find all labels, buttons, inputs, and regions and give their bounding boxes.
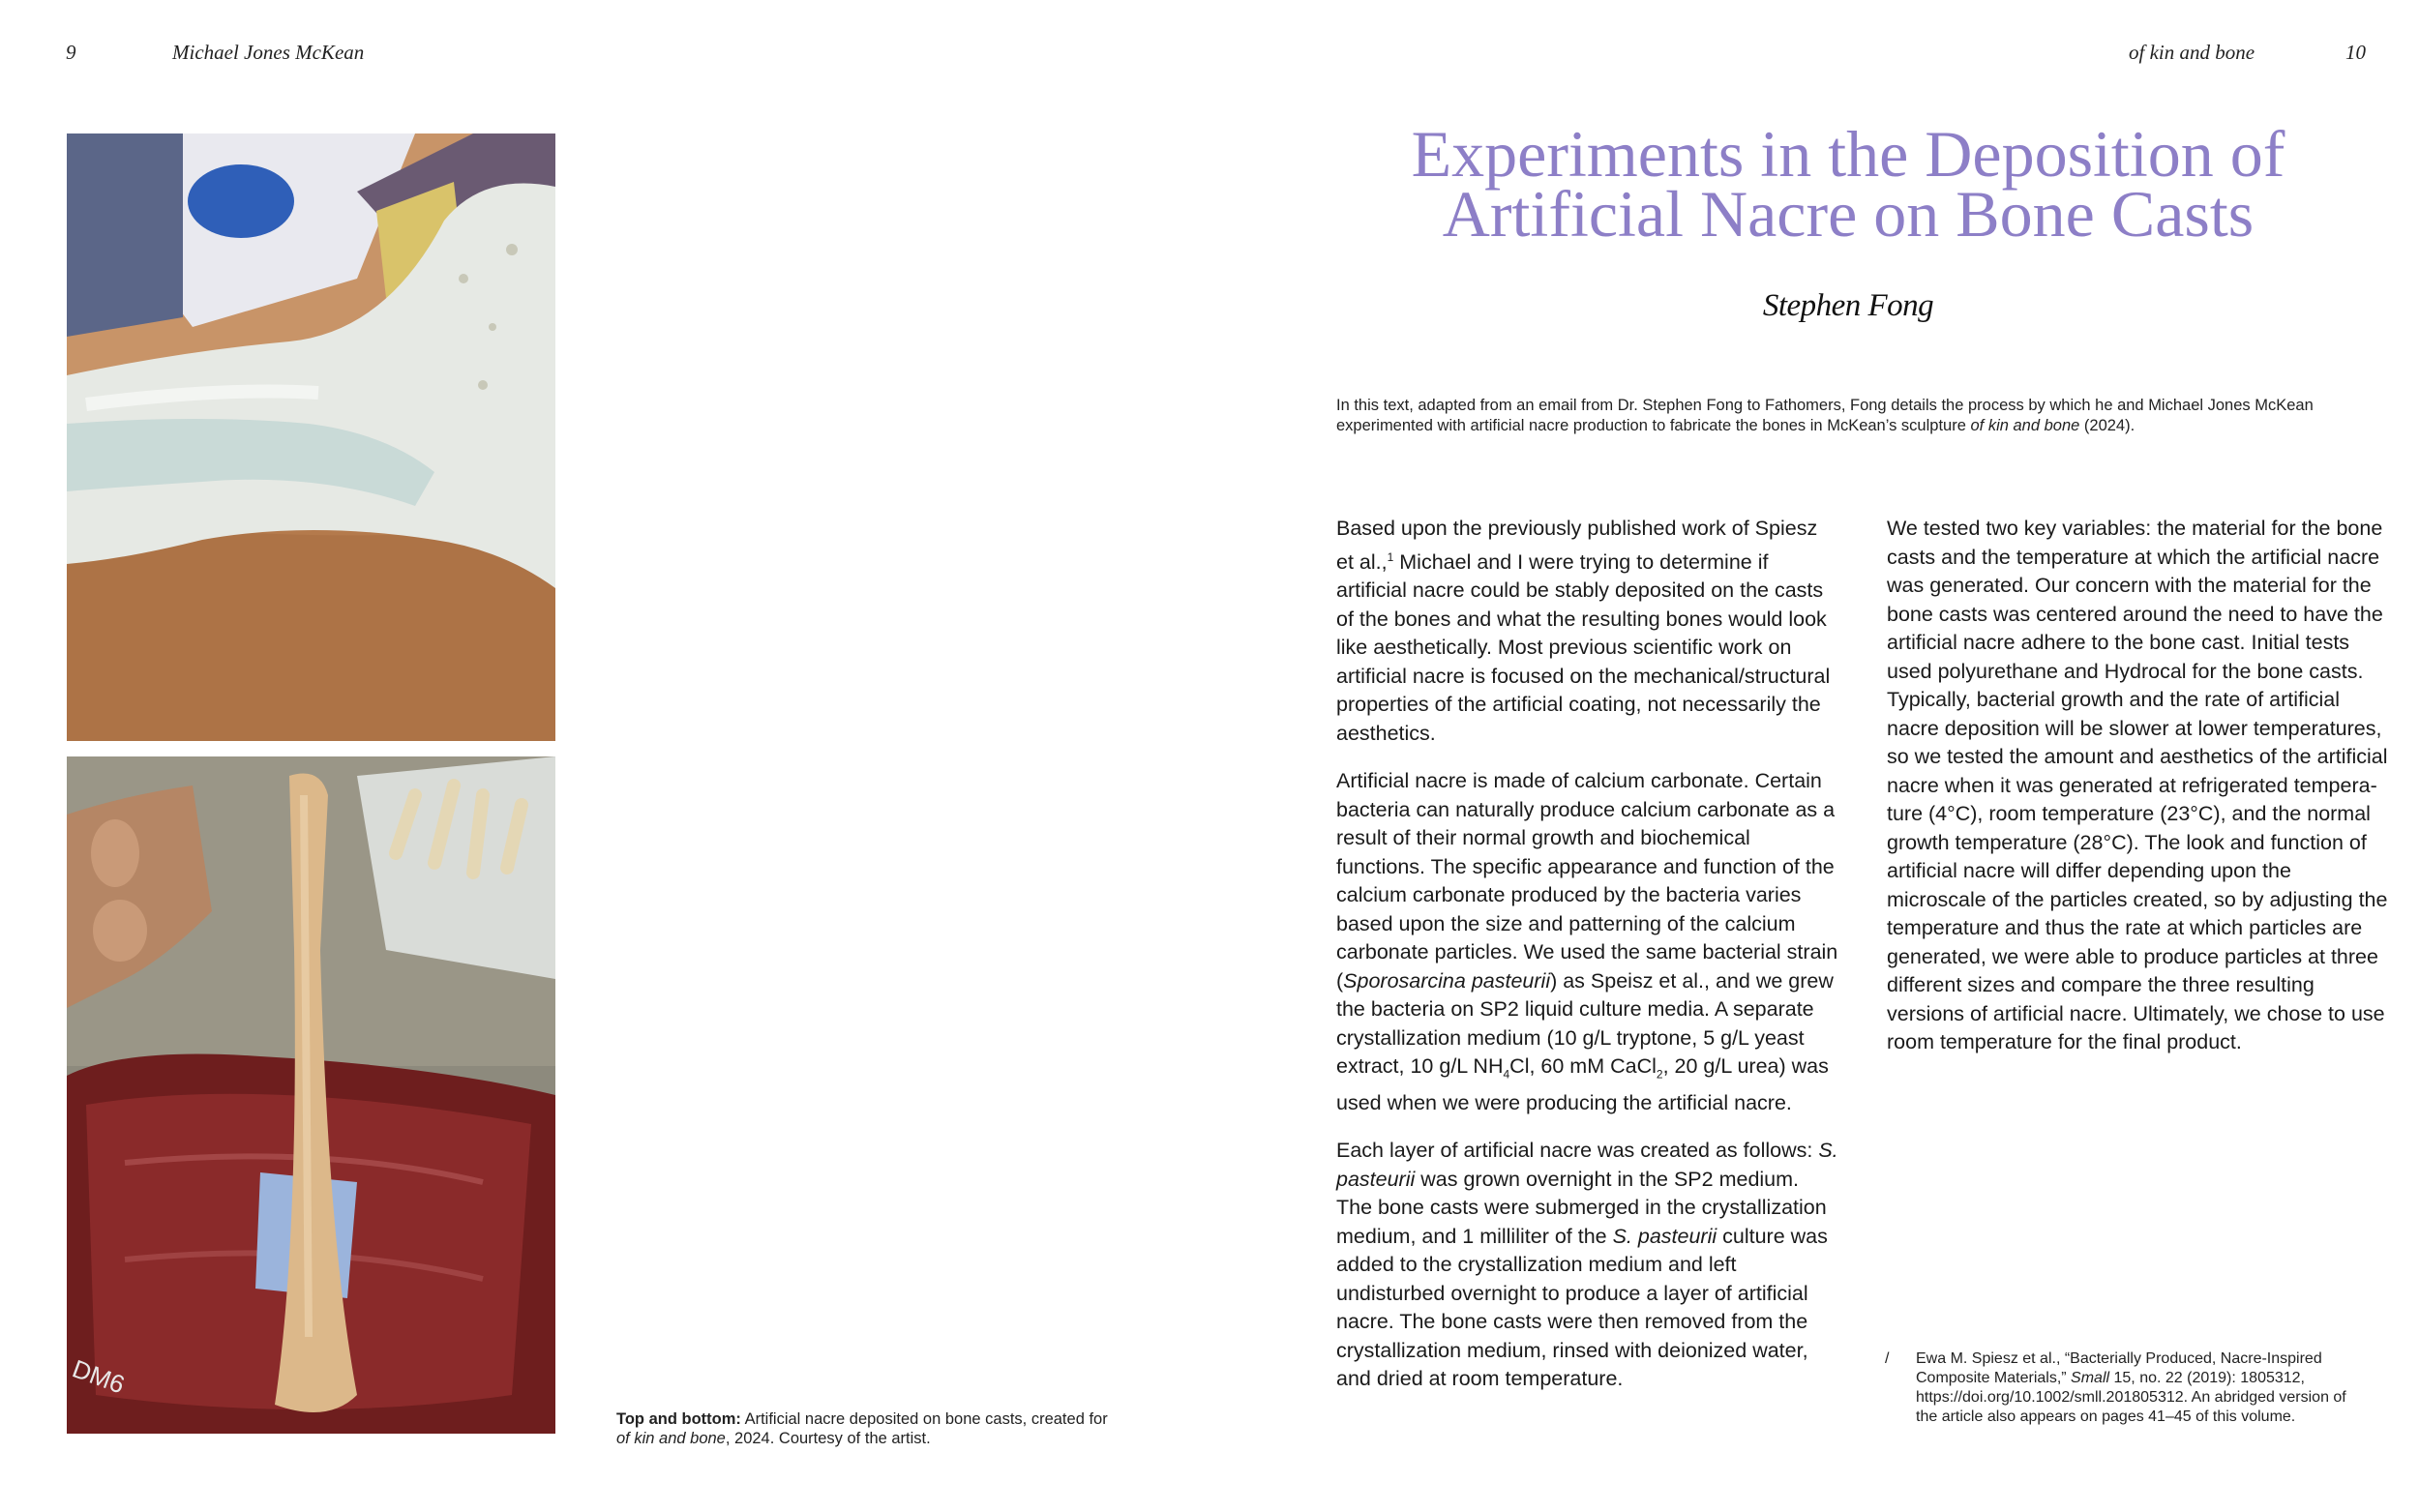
caption-work-prefix: of bbox=[616, 1430, 635, 1447]
caption-text-1: Artificial nacre deposited on bone casts, created for bbox=[740, 1410, 1108, 1428]
footnote-text bbox=[1916, 1349, 2349, 1427]
p1-text-b: Michael and I were trying to determine if artificial nacre could be stably deposited on the casts of the bones and what the resulting bones would look like aesthetically. Most previous scientific work on artificial nacre is focused on the mechanical/structural properties of the artificial coating, not necessarily the aesthetics. bbox=[1336, 549, 1831, 745]
article-title-line-1: Experiments in the Deposition of bbox=[1411, 117, 2285, 191]
photo-bottom bbox=[67, 756, 555, 1434]
article-author: Stephen Fong bbox=[1762, 288, 1934, 323]
p3-text-a: Each layer of artificial nacre was created as follows: bbox=[1336, 1139, 1819, 1163]
article-title bbox=[1287, 117, 2409, 251]
intro-text-2: (2024). bbox=[2079, 416, 2135, 434]
intro-text-1: In this text, adapted from an email from Dr. Stephen Fong to Fathomers, Fong details the process by which he and Michael Jones McKean experimented with artificial nacre production to fabricate the bones in McKean’s sculpture bbox=[1336, 397, 2314, 434]
right-page-number: 10 bbox=[2345, 41, 2366, 64]
caption-text-2: , 2024. Courtesy of the artist. bbox=[725, 1430, 931, 1447]
p2-text-a: Artificial nacre is made of calcium carbonate. Certain bacteria can naturally produce calcium carbonate as a result of their normal growth and biochemical functions. The specific appearance and function of the calcium carbonate produced by the bacteria varies based upon the size and patterning of the calcium carbonate particles. We used the same bacterial strain ( bbox=[1336, 769, 1838, 993]
paragraph-3 bbox=[1336, 1137, 1839, 1394]
p2-text-d: , 20 g/L urea) was used when we were producing the artificial nacre. bbox=[1336, 1054, 1829, 1114]
footnote-marker: / bbox=[1885, 1350, 1890, 1367]
caption-label: Top and bottom: bbox=[616, 1410, 741, 1428]
footnote-text-a: Ewa M. Spiesz et al., “Bacterially Produced, Nacre-Inspired Composite Materials,” bbox=[1916, 1350, 2322, 1386]
body-column-1 bbox=[1336, 515, 1839, 1413]
photo-top bbox=[67, 133, 555, 741]
p2-text-c: Cl, 60 mM CaCl bbox=[1509, 1054, 1657, 1079]
caption-work-title: kin and bone bbox=[634, 1430, 726, 1447]
left-running-author: Michael Jones McKean bbox=[172, 41, 365, 64]
article-title-line-2: Artificial Nacre on Bone Casts bbox=[1442, 177, 2255, 251]
right-running-title: of kin and bone bbox=[2129, 41, 2255, 64]
body-column-2 bbox=[1887, 515, 2390, 1077]
dish-marking-text: DM6 bbox=[68, 1353, 129, 1400]
p3-text-c: culture was added to the crystallization medium and left undisturbed overnight to produce a layer of artificial nacre. The bone casts were then removed from the crystallization medium, rinsed with deionized water, and dried at room temperature. bbox=[1336, 1224, 1828, 1391]
article-intro bbox=[1336, 396, 2343, 435]
footnote-ref-1[interactable]: 1 bbox=[1387, 549, 1394, 564]
photo-bottom-image bbox=[67, 756, 555, 1434]
photo-top-image bbox=[67, 133, 555, 741]
p2-subscript-1: 4 bbox=[1503, 1067, 1510, 1082]
paragraph-4: We tested two key variables: the material for the bone casts and the temperature at which the artificial nacre was generated. Our concern with the material for the bone casts was centered around the need to have the artificial nacre adhere to the bone cast. Initial tests used polyurethane and Hydrocal for the bone casts. Typically, bacterial growth and the rate of artificial nacre deposition will be slower at lower temperatures, so we tested the amount and aesthetics of the artificial nacre when it was generated at refrigerated temperature (4°C), room temperature (23°C), and the normal growth temperature (28°C). The look and function of artificial nacre will differ depending upon the microscale of the particles created, so by adjusting the temperature and thus the rate at which particles are generated, we were able to produce particles at three different sizes and compare the three resulting versions of artificial nacre. Ultimately, we chose to use room temperature for the final product. bbox=[1887, 517, 2388, 1053]
p1-text-a: Based upon the previously published work of Spiesz et al., bbox=[1336, 517, 1818, 574]
intro-work-title: of kin and bone bbox=[1970, 416, 2080, 434]
p2-species: Sporosarcina pasteurii bbox=[1343, 968, 1551, 993]
left-page-number: 9 bbox=[66, 41, 76, 64]
p2-text-b: ) as Speisz et al., and we grew the bacteria on SP2 liquid culture media. A separate crystallization medium (10 g/L tryptone, 5 g/L yeast extract, 10 g/L NH bbox=[1336, 968, 1834, 1079]
footnote-text-b: 15, no. 22 (2019): 1805312, https://doi.org/10.1002/smll.201805312. An abridged version of the article also appears on pages 41–45 of this volume. bbox=[1916, 1370, 2346, 1425]
p2-subscript-2: 2 bbox=[1656, 1067, 1663, 1082]
p3-species-1: S. pasteurii bbox=[1336, 1139, 1838, 1191]
p3-species-2: S. pasteurii bbox=[1612, 1224, 1717, 1248]
photo-caption bbox=[616, 1409, 1120, 1448]
paragraph-2 bbox=[1336, 767, 1839, 1117]
paragraph-1 bbox=[1336, 515, 1839, 748]
footnote bbox=[1885, 1349, 2349, 1427]
p3-text-b: was grown overnight in the SP2 medium. The bone casts were submerged in the crystallization medium, and 1 milliliter of the bbox=[1336, 1167, 1827, 1248]
footnote-journal: Small bbox=[2071, 1370, 2110, 1386]
